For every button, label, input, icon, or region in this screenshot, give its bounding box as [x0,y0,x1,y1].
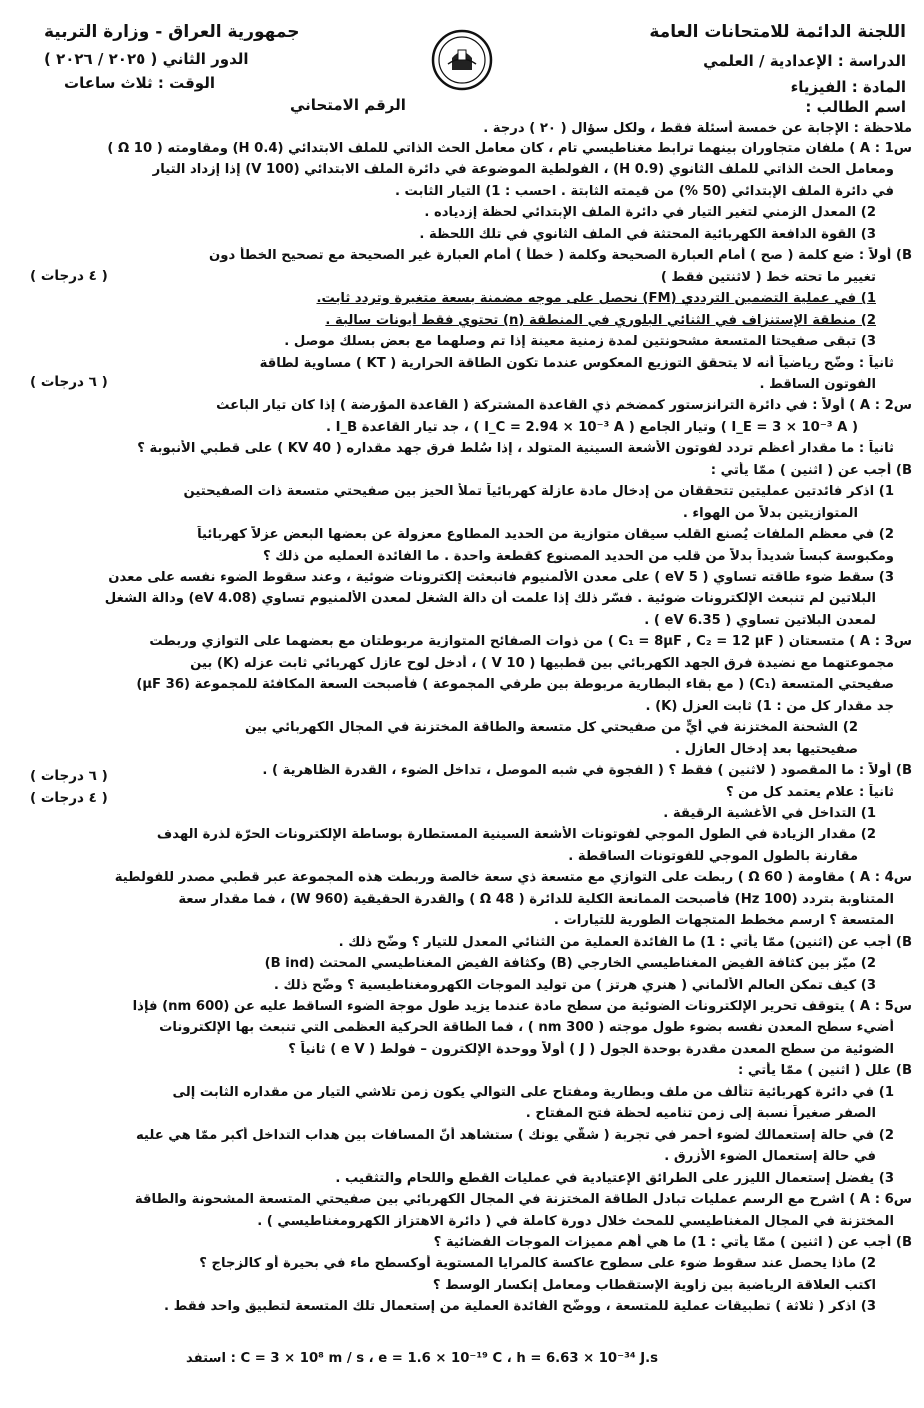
student-name-label: اسم الطالب : [805,98,906,116]
question-line: الضوئية من سطح المعدن مقدرة بوحدة الجول ( J ) أولاً ووحدة الإلكترون – فولط ( e V ) ثانياً ؟ [288,1041,894,1057]
question-line: ( I_E = 3 × 10⁻³ A ) وتيار الجامع ( I_C = 2.94 × 10⁻³ A ) ، جد تيار القاعدة I_B . [325,419,858,435]
question-line: س3 : A ) متسعتان ( C₁ = 8μF , C₂ = 12 μF ) من ذوات الصفائح المتوازية مربوطتان مع بعضهما على التوازي وربطت [149,634,912,650]
question-line: B) أجب عن ( اثنين ) ممّا يأتي : [710,462,912,478]
question-line: تغيير ما تحته خط ( لاثنتين فقط ) [660,269,876,285]
question-line: B) أولاً : ما المقصود ( لاثنين ) فقط ؟ ( الفجوة في شبه الموصل ، تداخل الضوء ، القدرة الظاهرية ) . [262,763,912,779]
question-line: في حالة إستعمال الضوء الأزرق . [664,1149,876,1165]
exam-note: ملاحظة : الإجابة عن خمسة أسئلة فقط ، ولكل سؤال ( ٢٠ ) درجة . [483,121,912,136]
marks-label: ( ٤ درجات ) [30,790,108,806]
marks-label: ( ٤ درجات ) [30,268,108,284]
question-line: 2) في معظم الملفات يُصنع القلب سيقان متوازية من الحديد المطاوع معزولة عن بعضها البعض عزلاً كهربائياً [197,527,894,543]
subject-label: المادة : الفيزياء [790,78,906,96]
question-line: 3) القوة الدافعة الكهربائية المحتثة في الملف الثانوي في تلك اللحظة . [419,226,876,242]
question-line: ثانياً : ما مقدار أعظم تردد لفوتون الأشعة السينية المتولد ، إذا سُلط فرق جهد مقداره ( 40 KV ) على قطبي الأنبوبة ؟ [137,441,894,457]
question-line: الصفر صغيراً نسبة إلى زمن تناميه لحظة فتح المفتاح . [525,1106,876,1122]
question-line: لمعدن البلاتين تساوي ( 6.35 eV ) . [644,612,876,628]
question-line: أضيء سطح المعدن نفسه بضوء طول موجته ( 300 nm ) ، فما الطاقة الحركية العظمى التي تنبعث بها الإلكترونات [159,1020,894,1036]
question-line: ومعامل الحث الذاتي للملف الثانوي (0.9 H) ، الفولطية الموضوعة في دائرة الملف الابتدائي (100 V) إذا إزداد التيار [152,162,894,178]
question-line: س2 : A ) أولاً : في دائرة الترانزستور كمضخم ذي القاعدة المشتركة ( القاعدة المؤرضة ) إذا كان تيار الباعث [216,398,912,414]
question-line: 2) الشحنة المختزنة في أيٍّ من صفيحتي كل متسعة والطاقة المختزنة في المجال الكهربائي بين [244,720,858,736]
question-line: 2) مقدار الزيادة في الطول الموجي لفوتونات الأشعة السينية المستطارة بوساطة الإلكترونات الحرّة لذرة الهدف [156,827,876,843]
question-line: البلاتين لم تنبعث الإلكترونات ضوئية . فسّر ذلك إذا علمت أن دالة الشغل لمعدن الألمنيوم تساوي (4.08 eV) ودالة الشغل [104,591,876,607]
question-line: B) أجب عن (اثنين) ممّا يأتي : 1) ما الفائدة العملية من الثنائي المعدل للتيار ؟ وضّح ذلك . [338,934,912,950]
question-line: س5 : A ) يتوقف تحرير الإلكترونات الضوئية من سطح مادة عندما يزيد طول موجة الضوء الساقط عليه عن (600 nm) فإذا [132,999,912,1014]
question-line: 3) تبقى صفيحتا المتسعة مشحونتين لمدة زمنية معينة إذا تم وصلهما مع بعض بسلك موصل . [284,334,876,350]
marks-label: ( ٦ درجات ) [30,374,108,390]
question-line: صفيحتيها بعد إدخال العازل . [674,741,858,757]
question-line: المختزنة في المجال المغناطيسي للمحث خلال دورة كاملة في ( دائرة الاهتزاز الكهرومغناطيسي ) . [257,1213,894,1229]
question-line: 2) المعدل الزمني لتغير التيار في دائرة الملف الإبتدائي لحظة إزدياده . [424,205,876,221]
question-line: مقارنة بالطول الموجي للفوتونات الساقطة . [568,848,858,864]
time-label: الوقت : ثلاث ساعات [64,74,215,92]
question-line: س6 : A ) اشرح مع الرسم عمليات تبادل الطاقة المختزنة في المجال الكهربائي بين صفيحتي المتسعة المشحونة والطاقة [134,1192,912,1208]
question-line: ثانياً : وضّح رياضياً أنه لا يتحقق التوزيع المعكوس عندما تكون الطاقة الحرارية ( KT ) مساوية لطاقة [259,355,894,371]
committee-title: اللجنة الدائمة للامتحانات العامة [649,22,906,42]
question-line: س1 : A ) ملفان متجاوران بينهما ترابط مغناطيسي تام ، كان معامل الحث الذاتي للملف الابتدائي (0.4 H) ومقاومته ( Ω 10 ) [107,141,912,156]
question-line: 3) سقط ضوء طاقته تساوي ( 5 eV ) على معدن الألمنيوم فانبعثت إلكترونات ضوئية ، وعند سقوط الضوء نفسه على معدن [108,570,894,585]
question-line: B) علل ( اثنين ) ممّا يأتي : [738,1063,912,1079]
republic-title: جمهورية العراق - وزارة التربية [44,22,300,42]
question-line: المتسعة ؟ ارسم مخطط المتجهات الطورية للتيارات . [553,913,894,929]
question-line: 1) التداخل في الأغشية الرقيقة . [663,805,876,821]
question-line: 3) يفضل إستعمال الليزر على الطرائق الإعتيادية في عمليات القطع واللحام والتثقيب . [335,1170,894,1186]
question-line: ومكبوسة كبساً شديداً بدلاً من قلب من الحديد المصنوع كقطعة واحدة . ما الفائدة العمليه من ذلك ؟ [262,548,894,564]
question-line: المتوازيتين بدلاً من الهواء . [682,505,858,521]
question-line: 3) اذكر ( ثلاثة ) تطبيقات عملية للمتسعة ، ووضّح الفائدة العملية من إستعمال تلك المتسعة لتطبيق واحد فقط . [164,1299,876,1315]
question-line: مجموعتهما مع نضيدة فرق الجهد الكهربائي بين قطبيها ( 10 V ) ، أدخل لوح عازل كهربائي ثابت عزله (K) بين [190,655,894,671]
marks-label: ( ٦ درجات ) [30,768,108,784]
question-line: 1) في دائرة كهربائية تتألف من ملف وبطارية ومفتاح على التوالي يكون زمن تلاشي التيار من مقداره الثابت إلى [172,1084,894,1100]
question-line: صفيحتي المتسعة (C₁) ( مع بقاء البطارية مربوطة بين طرفي المجموعة ) فأصبحت السعة المكافئة للمجموعة (36 μF) [136,677,894,693]
question-line: 2) في حالة إستعمالك لضوء أحمر في تجربة ( شقّي يونك ) ستشاهد أنّ المسافات بين هداب التداخل أكبر ممّا هي عليه [135,1127,894,1143]
question-line: 2) منطقة الإستنزاف في الثنائي البلوري في المنطقة (n) تحتوي فقط أيونات سالبة . [325,312,876,328]
question-line: اكتب العلاقة الرياضية بين زاوية الإستقطاب ومعامل إنكسار الوسط ؟ [432,1277,876,1293]
question-line: 1) في عملية التضمين الترددي (FM) نحصل على موجه مضمنة بسعة متغيرة وتردد ثابت. [316,291,876,307]
iraq-emblem-icon [430,28,494,92]
question-line: 2) ماذا يحصل عند سقوط ضوء على سطوح عاكسة كالمرايا المستوية أوكسطح ماء في بحيرة أو كالزجاج ؟ [199,1256,876,1272]
question-line: جد مقدار كل من : 1) ثابت العزل (K) . [645,698,894,714]
question-line: 2) ميّز بين كثافة الفيض المغناطيسي الخارجي (B) وكثافة الفيض المغناطيسي المحتث (B ind) [264,956,876,972]
question-line: المتناوبة بتردد (100 Hz) فأصبحت الممانعة الكلية للدائرة ( Ω 48 ) والقدرة الحقيقية (960 W) ، فما مقدار سعة [178,891,894,907]
exam-number-label: الرقم الامتحاني [290,96,406,114]
question-line: الفوتون الساقط . [759,376,876,392]
round-label: الدور الثاني ( ٢٠٢٥ / ٢٠٢٦ ) [44,50,249,68]
question-line: س4 : A ) مقاومة ( Ω 60 ) ربطت على التوازي مع متسعة ذي سعة خالصة وربطت هذه المجموعة عبر قطبي مصدر للفولطية [114,870,912,886]
question-line: 3) كيف تمكن العالم الألماني ( هنري هرتز ) من توليد الموجات الكهرومغناطيسية ؟ وضّح ذلك . [273,977,876,993]
question-line: ثانياً : علام يعتمد كل من ؟ [725,784,894,800]
question-line: B) أولاً : ضع كلمة ( صح ) أمام العبارة الصحيحة وكلمة ( خطأ ) أمام العبارة غير الصحيحة مع تصحيح الخطأ دون [209,248,912,264]
question-line: في دائرة الملف الإبتدائي (50 %) من قيمته الثابتة . احسب : 1) التيار الثابت . [394,183,894,199]
question-line: 1) اذكر فائدتين عمليتين تتحققان من إدخال مادة عازلة كهربائياً تملأ الحيز بين صفيحتي متسعة ذات الصفيحتين [183,484,894,500]
question-line: B) أجب عن ( اثنين ) ممّا يأتي : 1) ما هي أهم مميزات الموجات الفضائية ؟ [433,1234,912,1250]
constants-line: استفد : C = 3 × 10⁸ m / s ، e = 1.6 × 10⁻¹⁹ C ، h = 6.63 × 10⁻³⁴ J.s [186,1351,658,1366]
study-label: الدراسة : الإعدادية / العلمي [703,52,906,70]
